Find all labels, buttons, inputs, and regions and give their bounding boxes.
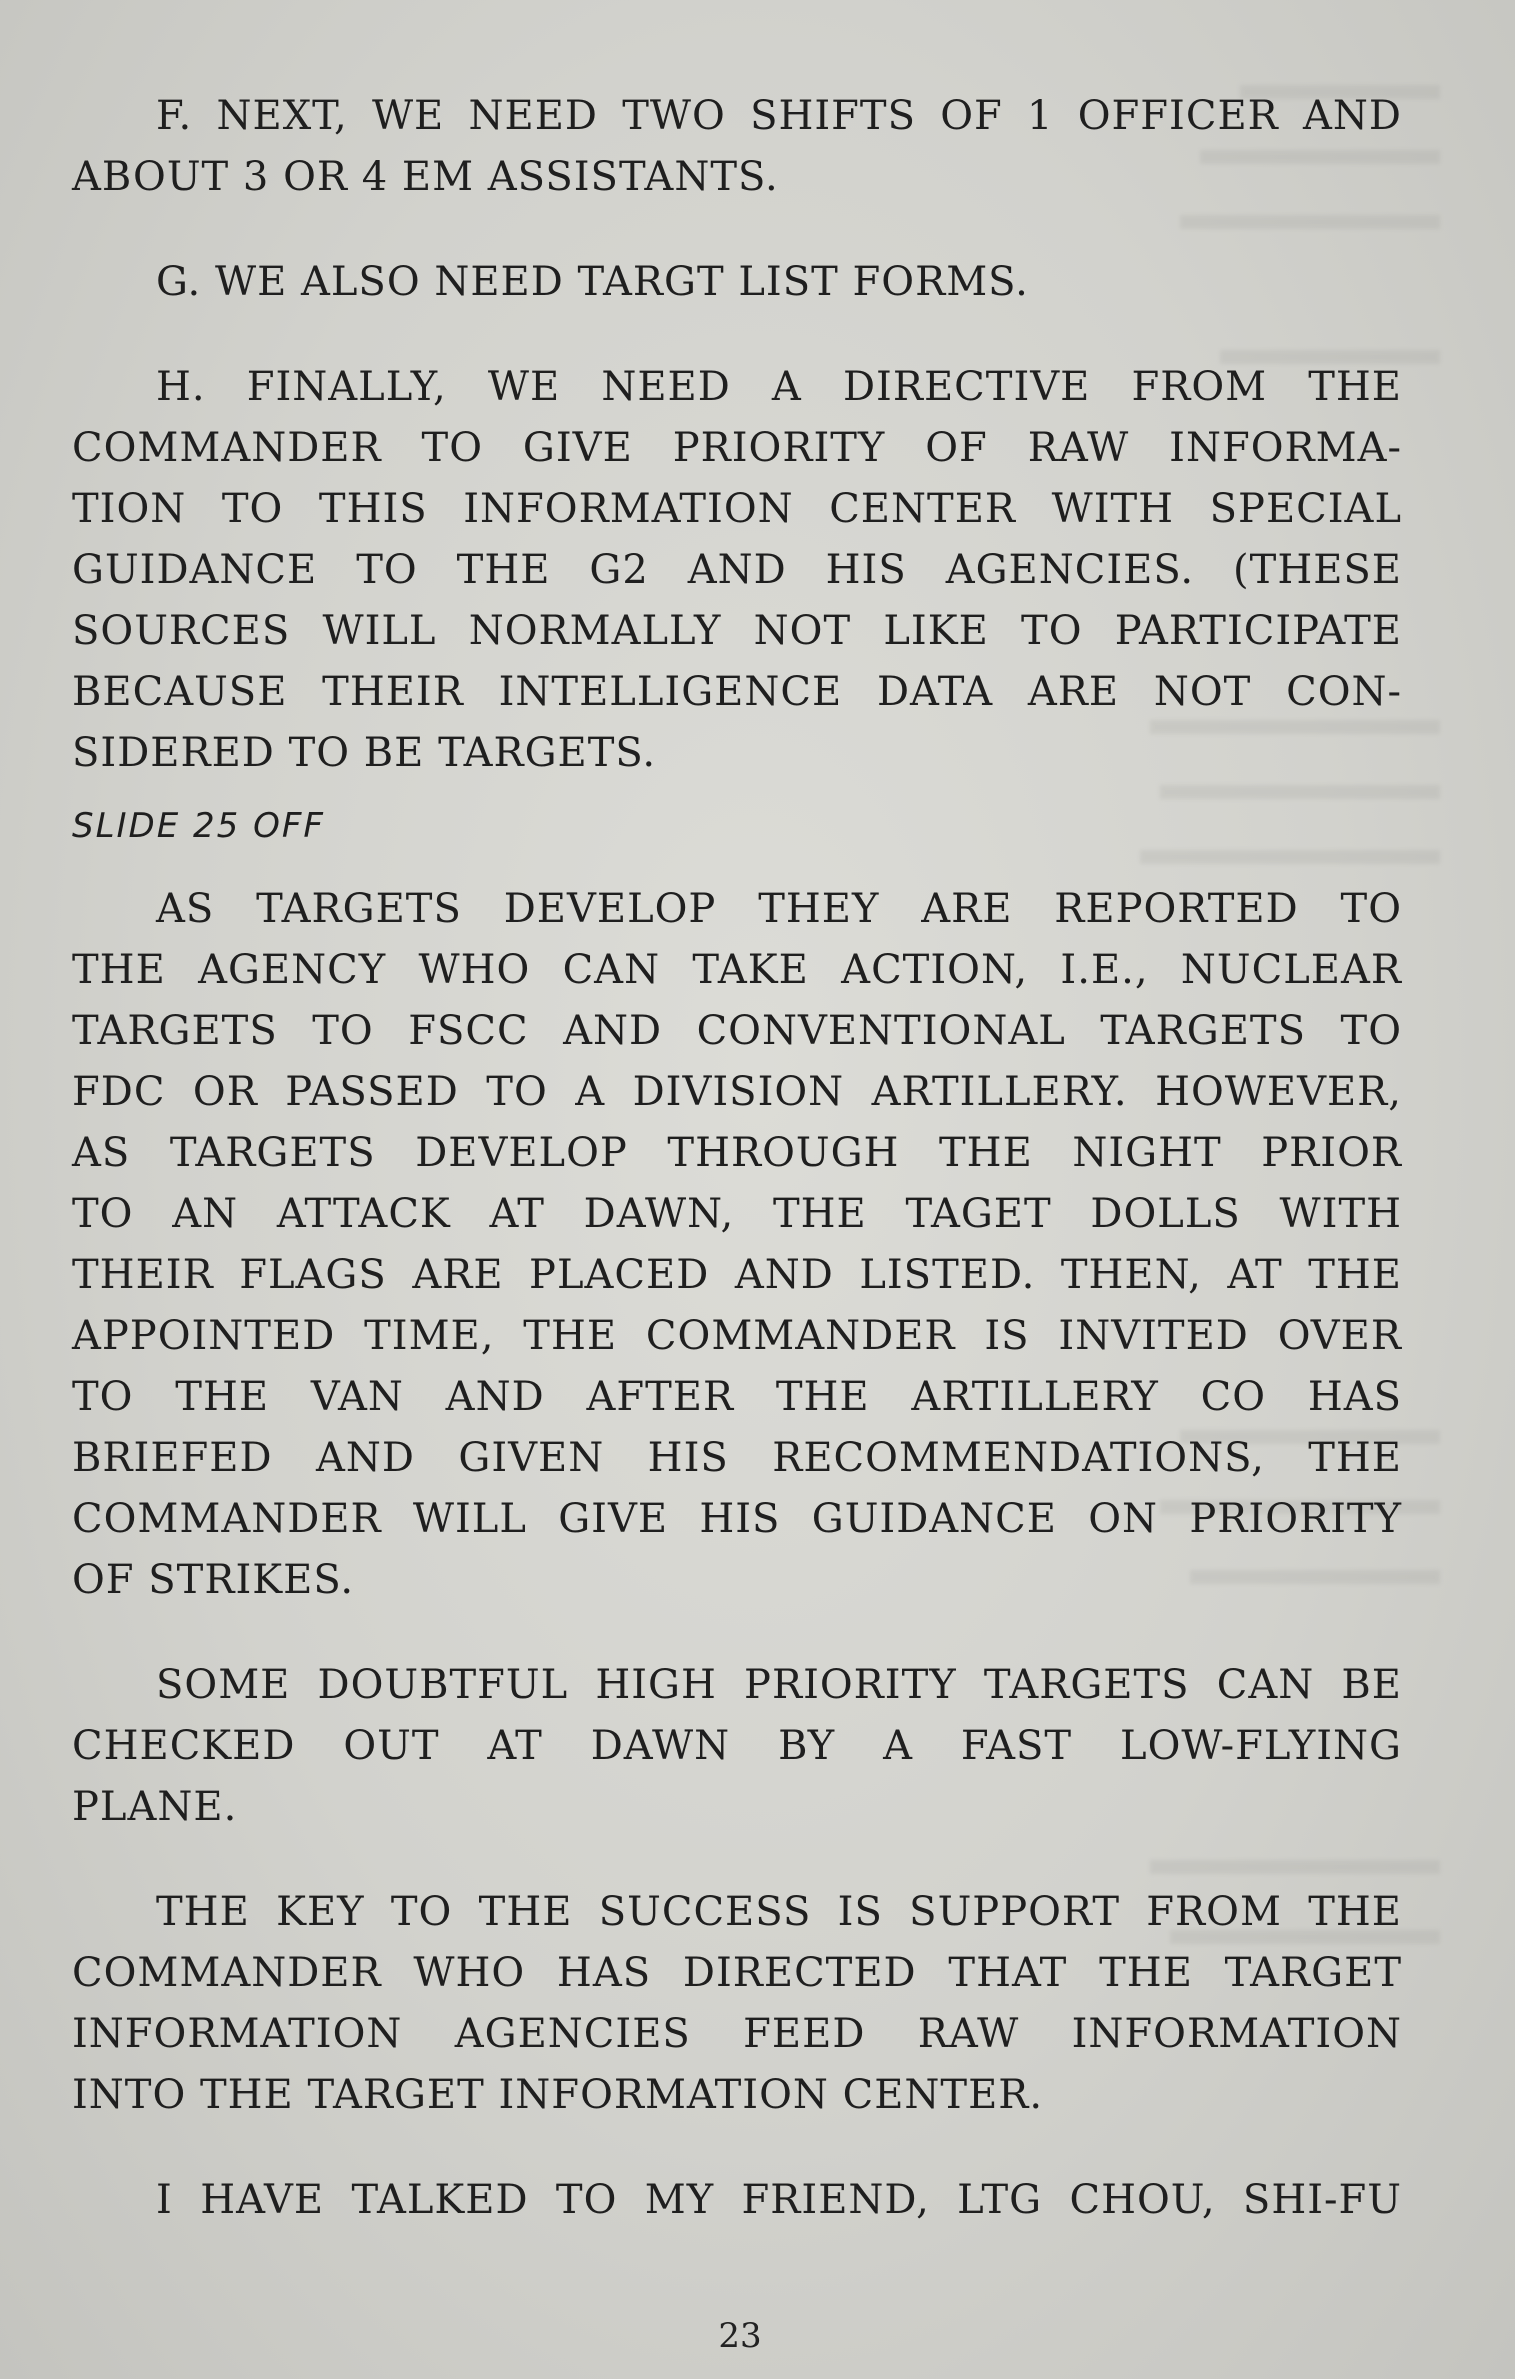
paragraph-ltg-chou	[72, 2170, 1402, 2231]
paragraph-targets-develop	[72, 879, 1402, 1611]
text-line: SOURCES WILL NORMALLY NOT LIKE TO PARTICIPATE	[72, 608, 1402, 654]
text-line: INFORMATION AGENCIES FEED RAW INFORMATION	[72, 2011, 1402, 2057]
text-line: COMMANDER TO GIVE PRIORITY OF RAW INFORMA-	[72, 425, 1402, 471]
text-line: CHECKED OUT AT DAWN BY A FAST LOW-FLYING	[72, 1723, 1402, 1769]
text-line: COMMANDER WILL GIVE HIS GUIDANCE ON PRIORITY	[72, 1496, 1402, 1542]
page-number: 23	[718, 2316, 762, 2356]
paragraph-g	[72, 252, 1402, 313]
text-line: H. FINALLY, WE NEED A DIRECTIVE FROM THE	[156, 364, 1402, 410]
paragraph-doubtful-targets	[72, 1655, 1402, 1838]
paragraph-key-to-success	[72, 1882, 1402, 2126]
text-line: TION TO THIS INFORMATION CENTER WITH SPECIAL	[72, 486, 1402, 532]
paragraph-f	[72, 86, 1402, 208]
text-line: G. WE ALSO NEED TARGT LIST FORMS.	[156, 259, 1029, 305]
text-line: AS TARGETS DEVELOP THEY ARE REPORTED TO	[156, 886, 1402, 932]
text-line: TO AN ATTACK AT DAWN, THE TAGET DOLLS WITH	[72, 1191, 1402, 1237]
text-line: SIDERED TO BE TARGETS.	[72, 730, 657, 776]
text-line: AS TARGETS DEVELOP THROUGH THE NIGHT PRIOR	[72, 1130, 1402, 1176]
text-line: COMMANDER WHO HAS DIRECTED THAT THE TARGET	[72, 1950, 1402, 1996]
text-line: THE AGENCY WHO CAN TAKE ACTION, I.E., NUCLEAR	[72, 947, 1402, 993]
text-line: THE KEY TO THE SUCCESS IS SUPPORT FROM THE	[156, 1889, 1402, 1935]
text-line: TARGETS TO FSCC AND CONVENTIONAL TARGETS TO	[72, 1008, 1402, 1054]
text-line: APPOINTED TIME, THE COMMANDER IS INVITED OVER	[72, 1313, 1402, 1359]
document-body	[72, 86, 1402, 2275]
text-line: PLANE.	[72, 1784, 238, 1830]
text-line: SOME DOUBTFUL HIGH PRIORITY TARGETS CAN BE	[156, 1662, 1402, 1708]
slide-note: SLIDE 25 OFF	[72, 806, 325, 846]
text-line: BRIEFED AND GIVEN HIS RECOMMENDATIONS, THE	[72, 1435, 1402, 1481]
text-line: I HAVE TALKED TO MY FRIEND, LTG CHOU, SHI-FU	[156, 2177, 1402, 2223]
text-line: TO THE VAN AND AFTER THE ARTILLERY CO HAS	[72, 1374, 1402, 1420]
text-line: F. NEXT, WE NEED TWO SHIFTS OF 1 OFFICER AND	[156, 93, 1402, 139]
paragraph-h	[72, 357, 1402, 784]
text-line: OF STRIKES.	[72, 1557, 355, 1603]
text-line: INTO THE TARGET INFORMATION CENTER.	[72, 2072, 1044, 2118]
text-line: THEIR FLAGS ARE PLACED AND LISTED. THEN, AT THE	[72, 1252, 1402, 1298]
text-line: ABOUT 3 OR 4 EM ASSISTANTS.	[72, 154, 779, 200]
text-line: FDC OR PASSED TO A DIVISION ARTILLERY. HOWEVER,	[72, 1069, 1402, 1115]
text-line: BECAUSE THEIR INTELLIGENCE DATA ARE NOT CON-	[72, 669, 1402, 715]
text-line: GUIDANCE TO THE G2 AND HIS AGENCIES. (THESE	[72, 547, 1402, 593]
